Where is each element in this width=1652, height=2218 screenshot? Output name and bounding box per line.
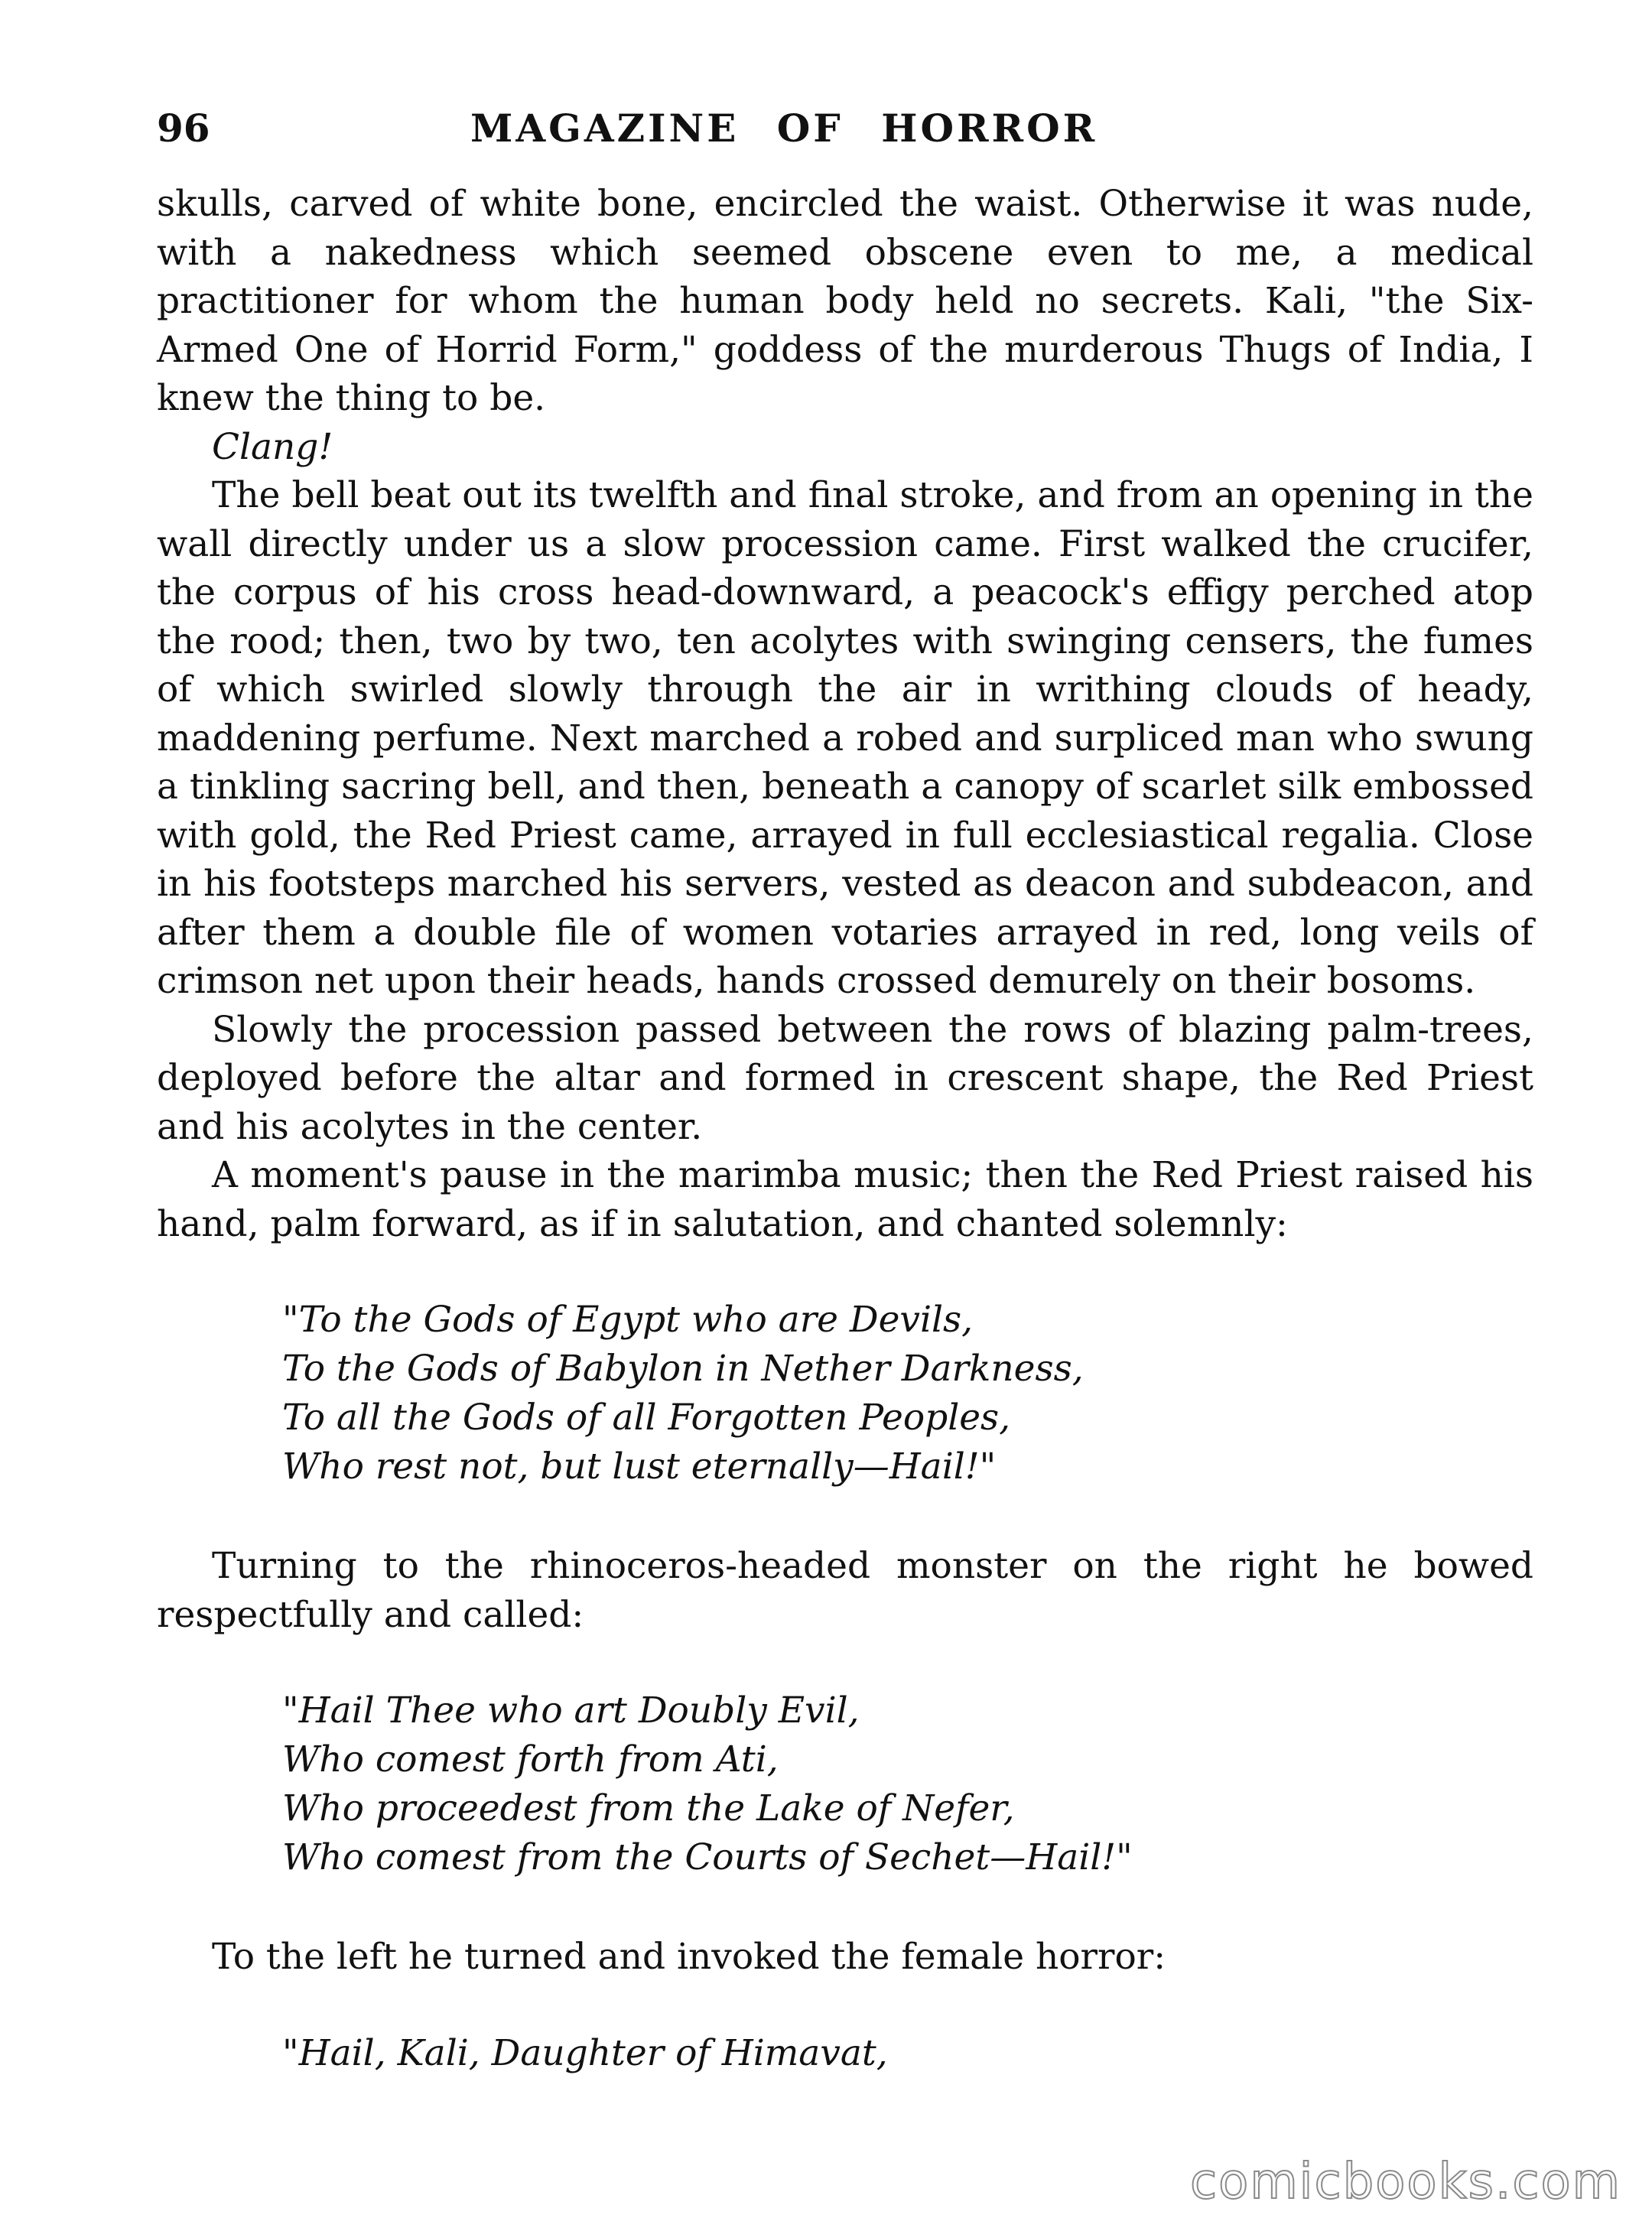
verse-line: Who comest forth from Ati, xyxy=(282,1738,779,1781)
paragraph: Turning to the rhinoceros-headed monster on the right he bowed respectfully and called: xyxy=(157,1545,1533,1636)
document-page xyxy=(157,98,1533,2074)
verse-line: "To the Gods of Egypt who are Devils, xyxy=(282,1299,974,1341)
paragraph: A moment's pause in the marimba music; then the Red Priest raised his hand, palm forward, as if in salutation, and chanted solemnly: xyxy=(157,1154,1533,1245)
paragraph-exclamation: Clang! xyxy=(212,425,333,468)
verse-line: Who rest not, but lust eternally—Hail!" xyxy=(282,1446,997,1488)
paragraph: The bell beat out its twelfth and final stroke, and from an opening in the wall directly under us a slow procession came. First walked the crucifer, the corpus of his cross head-downward, a peacock's effigy perched atop the rood; then, two by two, ten acolytes with swinging censers, the fumes of which swirled slowly through the air in writhing clouds of heady, maddening perfume. Next marched a robed and surpliced man who swung a tinkling sacring bell, and then, beneath a canopy of scarlet silk embossed with gold, the Red Priest came, arrayed in full ecclesiastical regalia. Close in his footsteps marched his servers, vested as deacon and subdeacon, and after them a double file of women votaries arrayed in red, long veils of crimson net upon their heads, hands crossed demurely on their bosoms. xyxy=(157,474,1533,1002)
body-text xyxy=(157,180,1533,2129)
page-number: 96 xyxy=(157,106,210,151)
verse-line: "Hail, Kali, Daughter of Himavat, xyxy=(282,2031,888,2074)
verse-block xyxy=(282,1686,1533,1882)
running-title: MAGAZINE OF HORROR xyxy=(470,106,1098,151)
paragraph: skulls, carved of white bone, encircled the waist. Otherwise it was nude, with a nakedness which seemed obscene even to me, a medical practitioner for whom the human body held no secrets. Kali, "the Six-Armed One of Horrid Form," goddess of the murderous Thugs of India, I knew the thing to be. xyxy=(157,183,1533,419)
page-header xyxy=(157,98,1533,159)
verse-line: Who comest from the Courts of Sechet—Hail!" xyxy=(282,1836,1133,1878)
verse-line: To all the Gods of all Forgotten Peoples, xyxy=(282,1397,1011,1439)
paragraph: Slowly the procession passed between the rows of blazing palm-trees, deployed before the altar and formed in crescent shape, the Red Priest and his acolytes in the center. xyxy=(157,1008,1533,1148)
verse-block xyxy=(282,1296,1533,1491)
verse-line: "Hail Thee who art Doubly Evil, xyxy=(282,1690,860,1732)
verse-block xyxy=(282,2029,1533,2078)
verse-line: To the Gods of Babylon in Nether Darkness, xyxy=(282,1348,1084,1390)
watermark: comicbooks.com xyxy=(1189,2154,1621,2210)
paragraph: To the left he turned and invoked the female horror: xyxy=(212,1936,1166,1978)
verse-line: Who proceedest from the Lake of Nefer, xyxy=(282,1787,1015,1829)
